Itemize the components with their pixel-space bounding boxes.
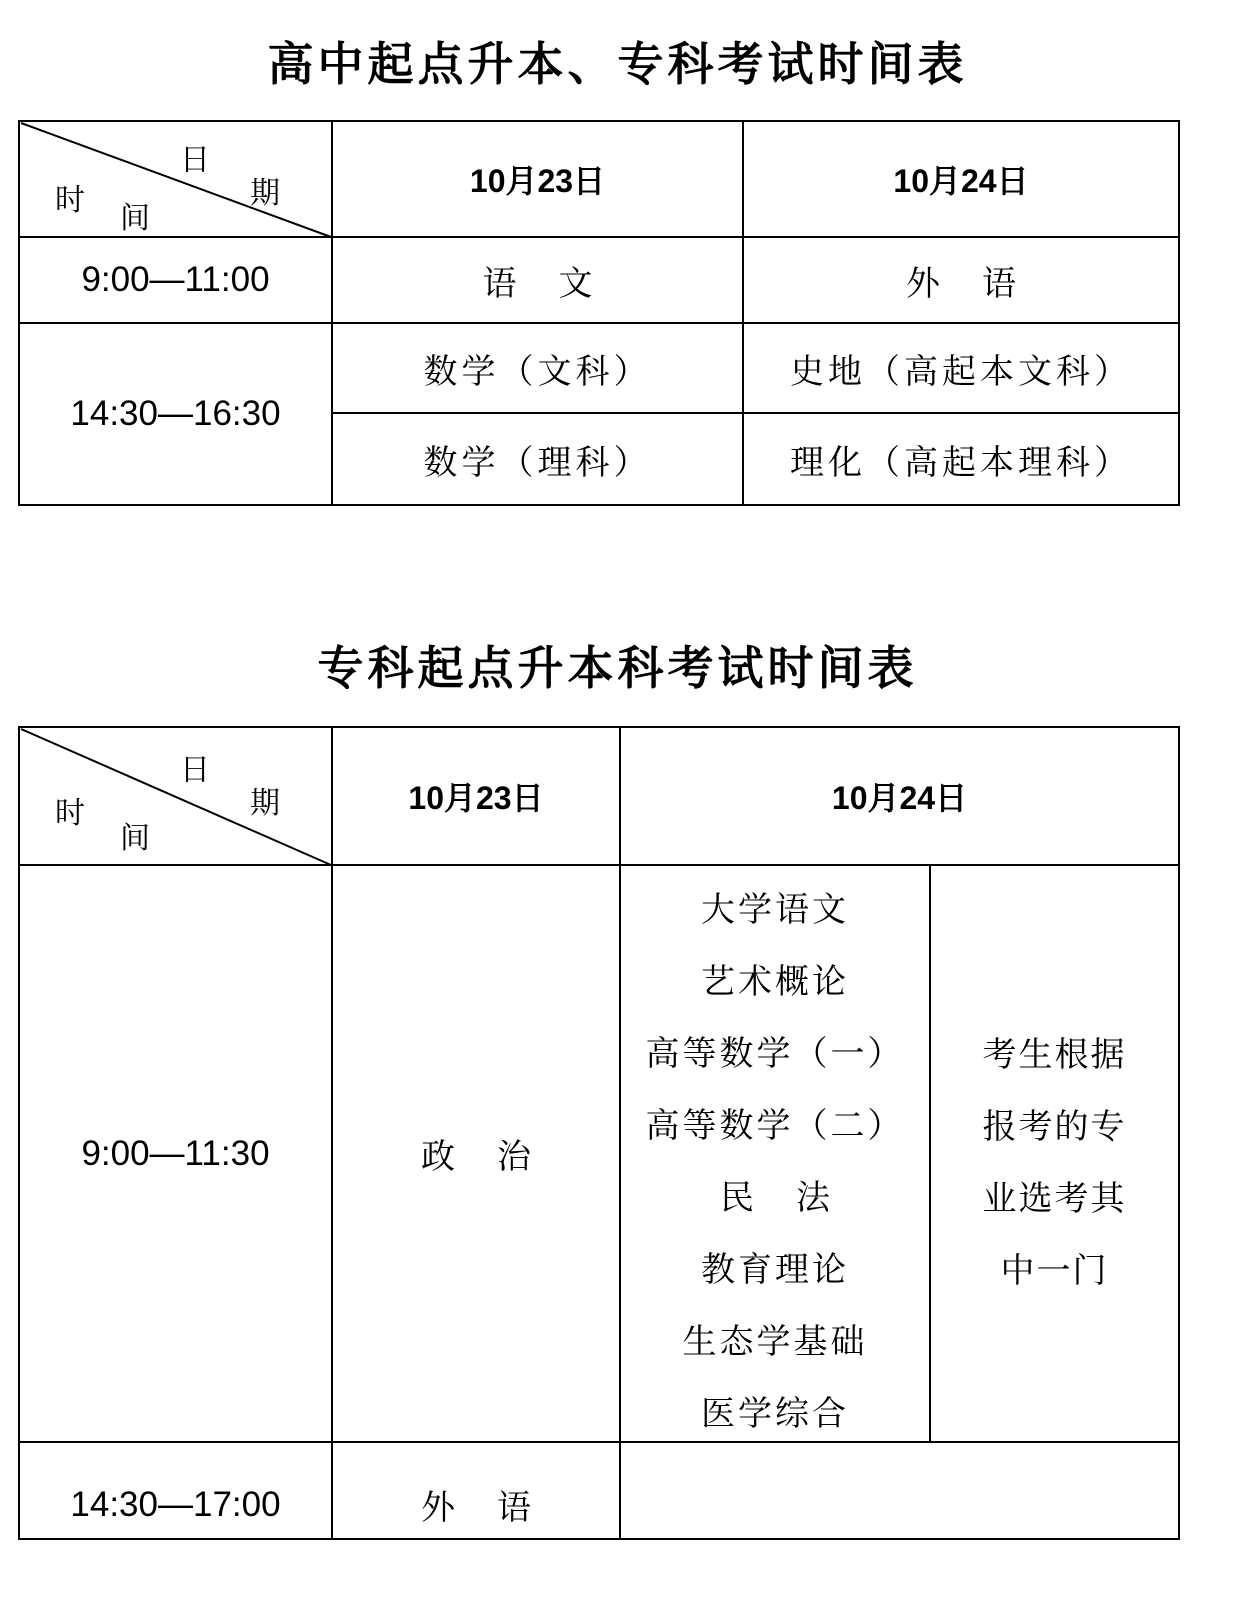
table1-title: 高中起点升本、专科考试时间表	[267, 37, 968, 91]
note-line: 业选考其	[982, 1179, 1127, 1219]
subject-item: 生态学基础	[682, 1322, 868, 1362]
subject-chinese: 语文	[482, 263, 635, 304]
subject-item: 教育理论	[701, 1250, 849, 1290]
table2-row1-day2-note	[931, 1019, 1178, 1299]
table2-row2-day1	[333, 1443, 619, 1538]
subject-politics: 政治	[421, 1137, 573, 1177]
table1-row1-day1	[333, 238, 742, 322]
table2-row1-day1	[333, 866, 619, 1441]
table2-row2-time: 14:30—17:00	[70, 1484, 281, 1524]
subject-item: 艺术概论	[701, 962, 849, 1002]
table2-title: 专科起点升本科考试时间表	[317, 641, 918, 695]
table1-row2-day2-a: 史地（高起本文科）	[790, 351, 1132, 392]
table1-row2-day2-b: 理化（高起本理科）	[790, 442, 1132, 483]
subject-item: 高等数学（二）	[645, 1106, 905, 1146]
table2-row1-day2-subjects	[621, 874, 929, 1441]
corner-label-jian: 间	[120, 201, 150, 236]
table1-row1-day2	[744, 238, 1178, 322]
subject-item: 大学语文	[701, 890, 849, 930]
table1-row1-time: 9:00—11:00	[81, 260, 270, 299]
table2-row2-day2-empty	[621, 1443, 1178, 1538]
corner-label-jian: 间	[120, 821, 150, 856]
subject-item: 高等数学（一）	[645, 1034, 905, 1074]
corner-label-qi: 期	[250, 786, 280, 821]
table1-row2-day1-b: 数学（理科）	[423, 442, 652, 483]
corner-label-qi: 期	[250, 176, 280, 211]
table1-header-day1: 10月23日	[469, 163, 606, 199]
table2-header-day1: 10月23日	[408, 780, 544, 816]
corner-label-ri: 日	[180, 753, 210, 788]
note-line: 报考的专	[982, 1107, 1127, 1147]
note-line: 考生根据	[982, 1035, 1127, 1075]
table1-row2-time: 14:30—16:30	[70, 394, 281, 433]
subject-foreign-language: 外语	[421, 1488, 573, 1528]
subject-foreign-language: 外语	[906, 263, 1058, 304]
subject-item: 医学综合	[701, 1394, 849, 1434]
table2-row1-time: 9:00—11:30	[81, 1133, 270, 1173]
table1-header-day2: 10月24日	[893, 163, 1029, 199]
corner-label-ri: 日	[180, 143, 210, 178]
table1-row2-day1-a: 数学（文科）	[423, 351, 652, 392]
note-line: 中一门	[1000, 1251, 1109, 1291]
corner-label-shi: 时	[55, 183, 85, 218]
table2-header-day2: 10月24日	[831, 780, 968, 816]
subject-item: 民法	[720, 1178, 872, 1218]
corner-label-shi: 时	[55, 796, 85, 831]
